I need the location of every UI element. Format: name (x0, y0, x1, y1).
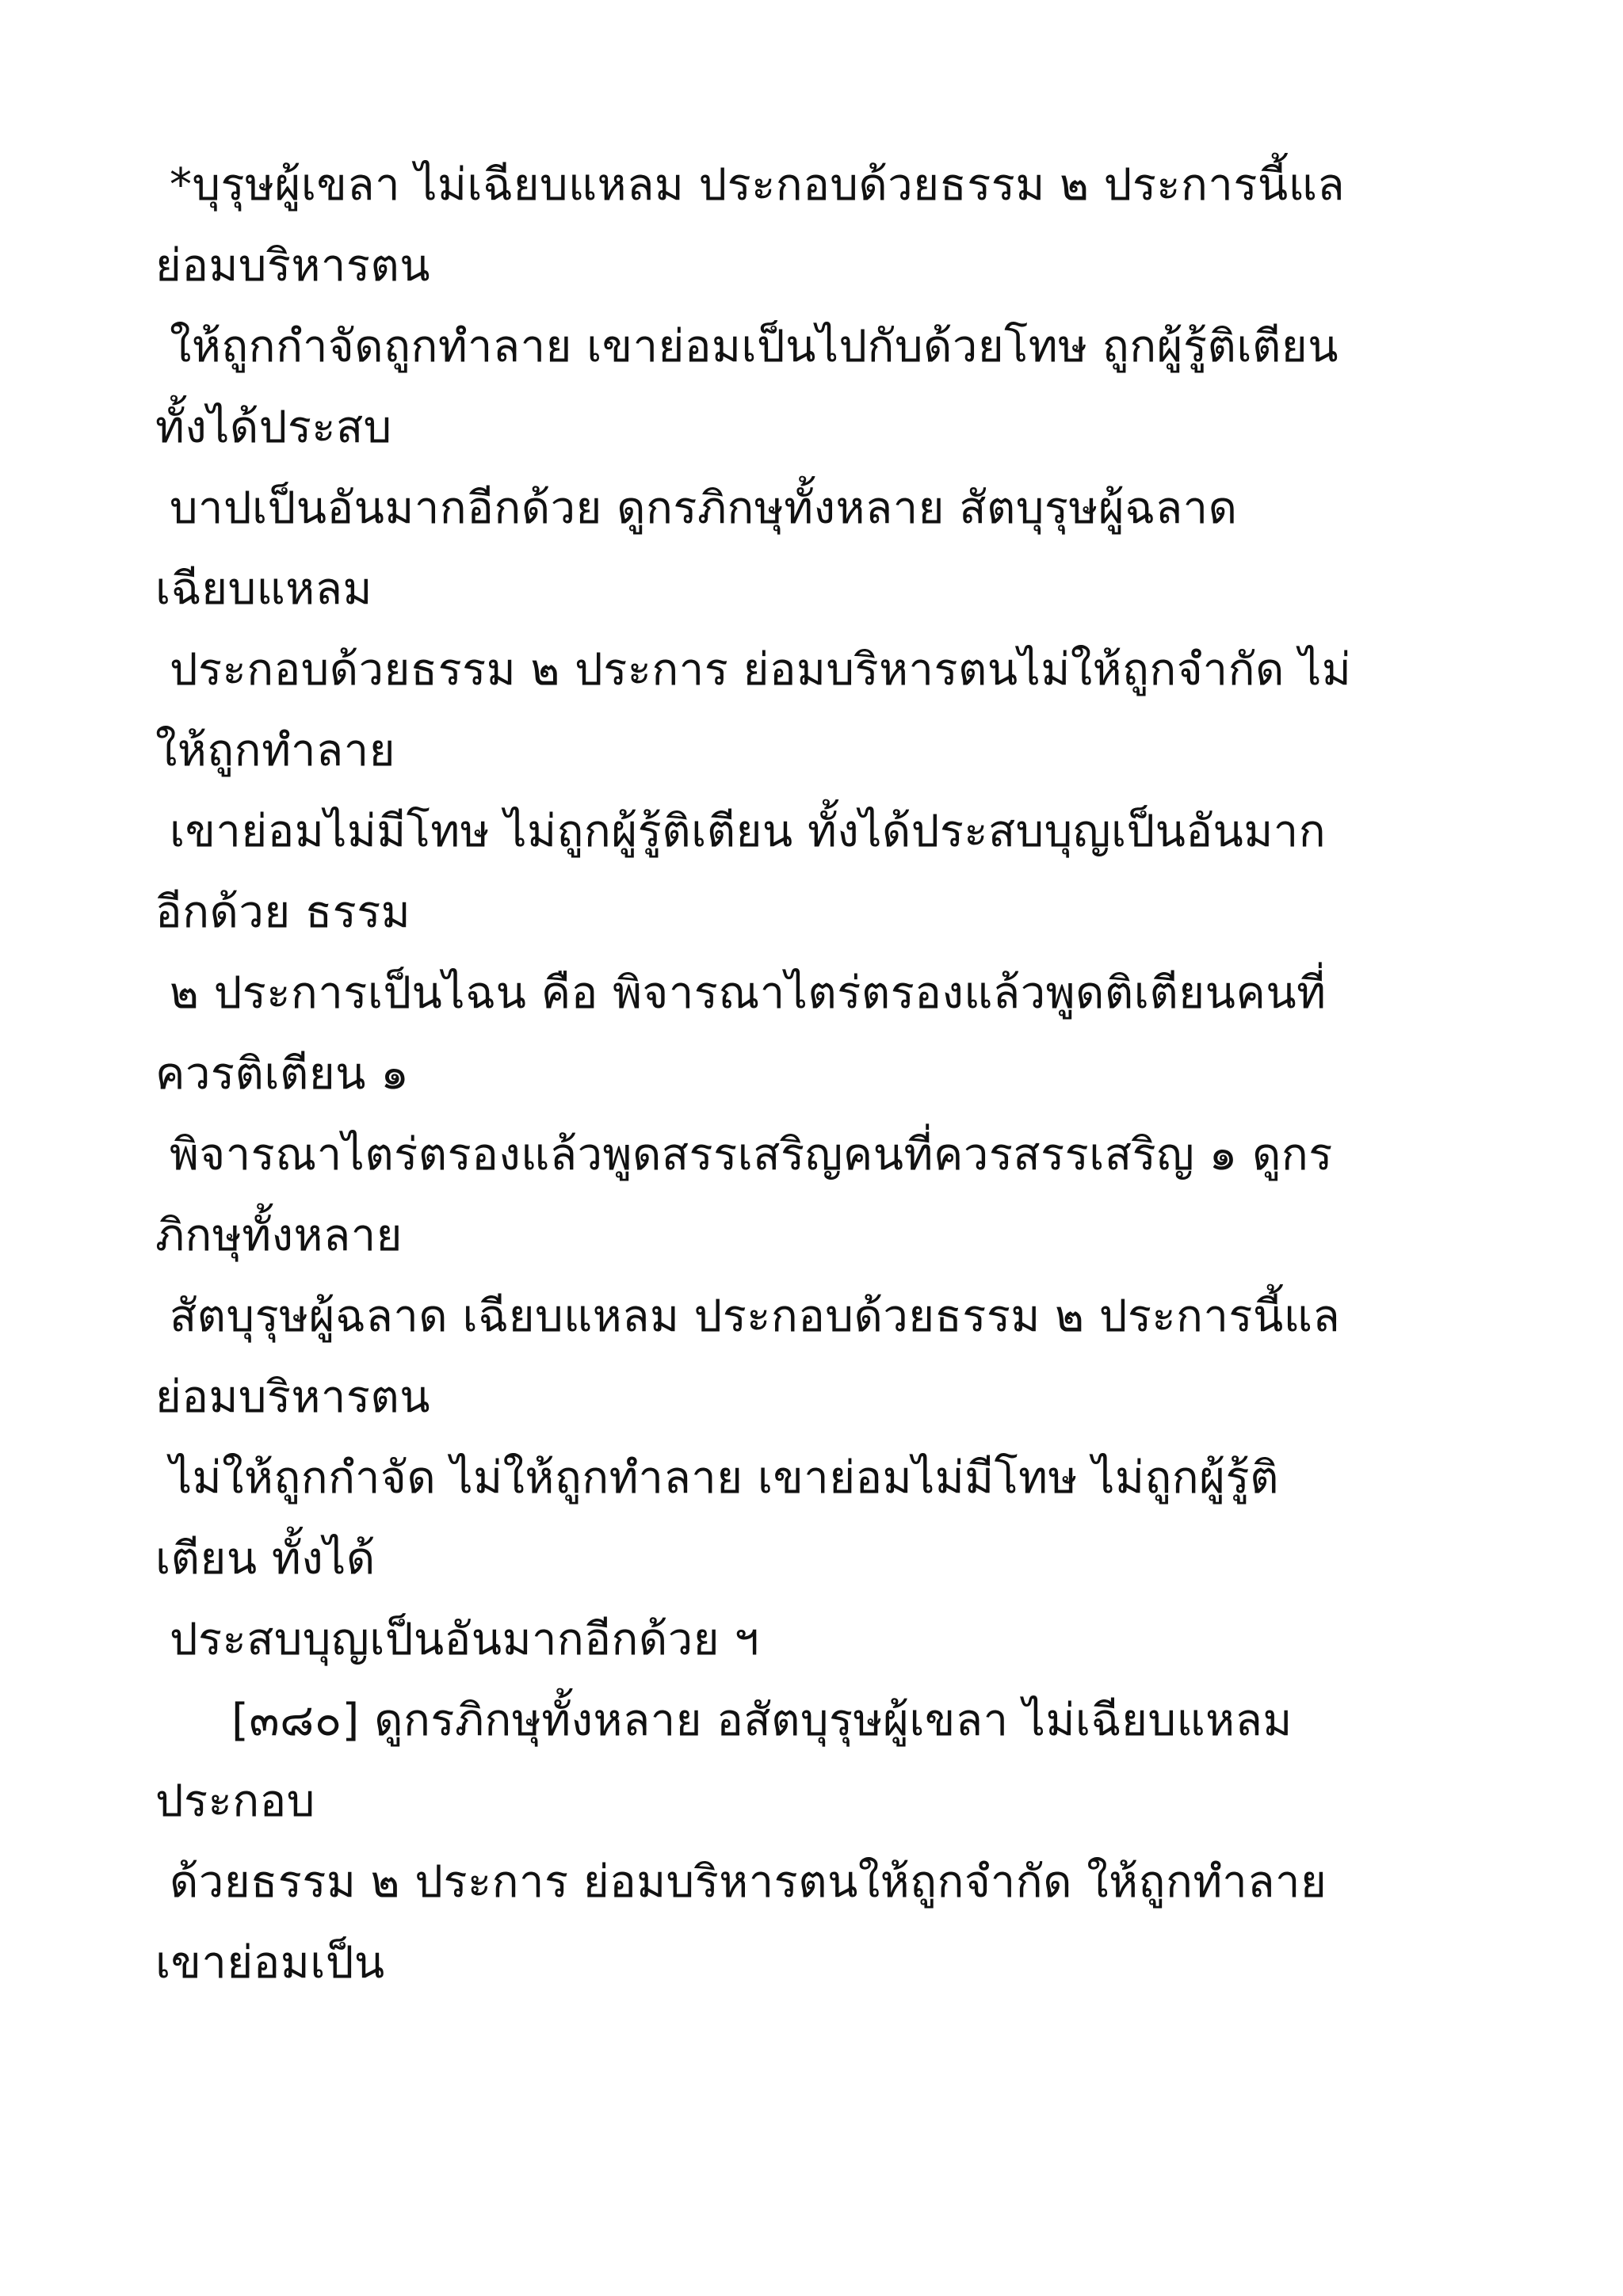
text-line: ประสบบุญเป็นอันมากอีกด้วย ฯ (170, 1614, 760, 1665)
text-line: สัตบุรุษผู้ฉลาด เฉียบแหลม ประกอบด้วยธรรม ๒ ประการนี้แล (170, 1291, 1341, 1342)
text-line: ด้วยธรรม ๒ ประการ ย่อมบริหารตนให้ถูกจำกัด ให้ถูกทำลาย (170, 1856, 1327, 1908)
text-line: ประกอบ (155, 1775, 315, 1827)
text-line: เขาย่อมไม่มีโทษ ไม่ถูกผู้รู้ติเตียน ทั้งได้ประสบบุญเป็นอันมาก (170, 806, 1327, 857)
text-line: ย่อมบริหารตน (155, 240, 431, 292)
text-line: ภิกษุทั้งหลาย (155, 1210, 403, 1261)
text-line: ให้ถูกทำลาย (155, 725, 396, 776)
section-start-line: [๓๘๐] ดูกรภิกษุทั้งหลาย อสัตบุรุษผู้เขลา ไม่เฉียบแหลม (231, 1695, 1293, 1746)
text-line: พิจารณาไตร่ตรองแล้วพูดสรรเสริญคนที่ควรสรรเสริญ ๑ ดูกร (170, 1129, 1333, 1180)
text-line: อีกด้วย ธรรม (155, 887, 411, 938)
body-text (155, 159, 1487, 2022)
text-line: ย่อมบริหารตน (155, 1371, 431, 1423)
text-line: บาปเป็นอันมากอีกด้วย ดูกรภิกษุทั้งหลาย สัตบุรุษผู้ฉลาด (170, 482, 1238, 534)
text-line: *บุรุษผู้เขลา ไม่เฉียบแหลม ประกอบด้วยธรรม ๒ ประการนี้แล (170, 159, 1346, 211)
text-line: ไม่ให้ถูกกำจัด ไม่ให้ถูกทำลาย เขาย่อมไม่มีโทษ ไม่ถูกผู้รู้ติ (170, 1452, 1279, 1504)
text-line: ควรติเตียน ๑ (155, 1048, 410, 1100)
text-line: ให้ถูกกำจัดถูกทำลาย เขาย่อมเป็นไปกับด้วยโทษ ถูกผู้รู้ติเตียน (170, 321, 1339, 372)
text-line: เตียน ทั้งได้ (155, 1533, 376, 1585)
text-line: ๒ ประการเป็นไฉน คือ พิจารณาไตร่ตรองแล้วพูดติเตียนคนที่ (170, 967, 1327, 1019)
text-line: เฉียบแหลม (155, 563, 372, 615)
text-line: ประกอบด้วยธรรม ๒ ประการ ย่อมบริหารตนไม่ให้ถูกจำกัด ไม่ (170, 644, 1352, 696)
text-line: เขาย่อมเป็น (155, 1937, 385, 1989)
text-line: ทั้งได้ประสบ (155, 402, 392, 453)
